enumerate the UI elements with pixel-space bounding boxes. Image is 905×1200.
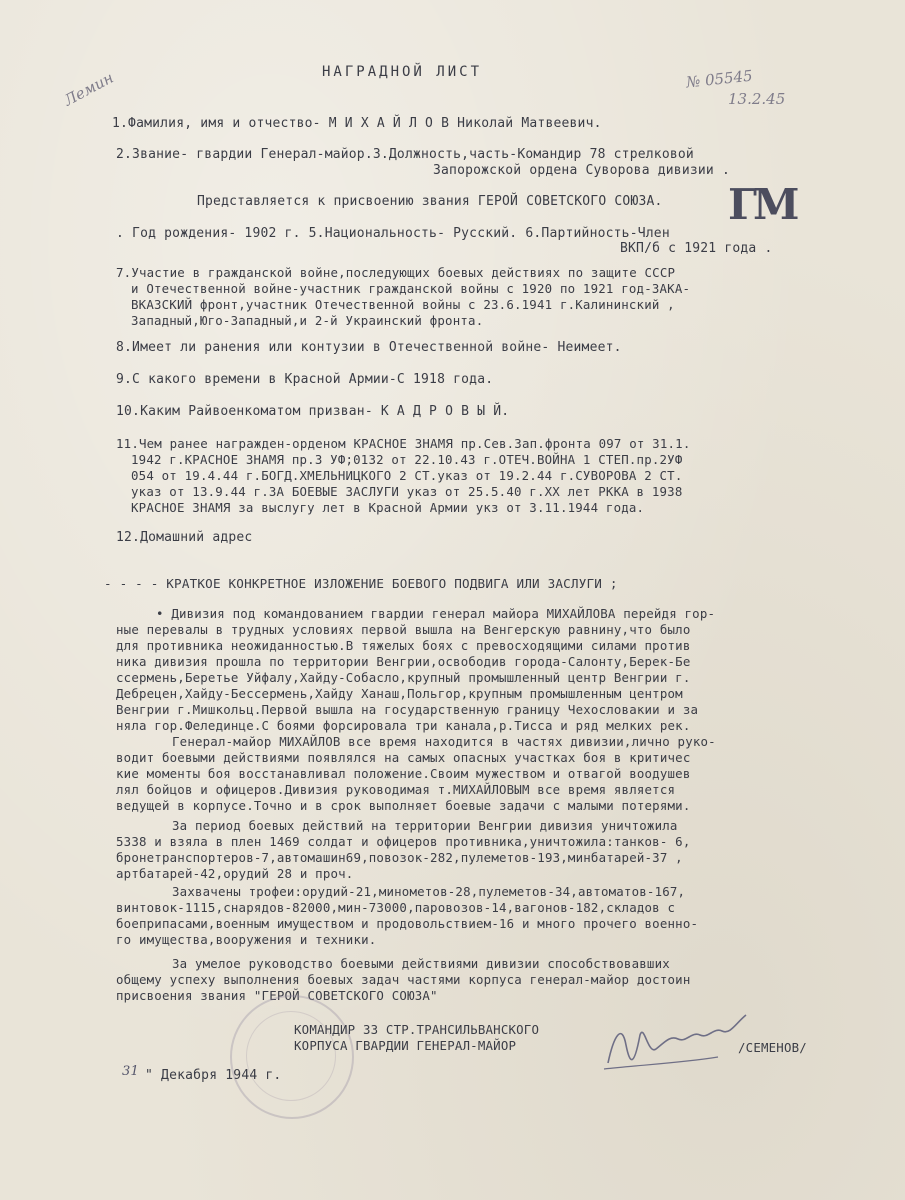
body-line: ные перевалы в трудных условиях первой вышла на Венгерскую равнину,что было [116,622,691,637]
body-line: присвоения звания "ГЕРОЙ СОВЕТСКОГО СОЮЗА" [116,988,438,1003]
registration-date: 13.2.45 [728,90,786,108]
body-line: кие моменты боя восстанавливал положение.Своим мужеством и отвагой воодушев [116,766,691,781]
line-rank-position: 2.Звание- гвардии Генерал-майор.3.Должность,часть-Командир 78 стрелковой [116,147,694,162]
line-birth-nationality: . Год рождения- 1902 г. 5.Национальность- Русский. 6.Партийность-Член [116,226,670,241]
body-line: водит боевыми действиями появлялся на самых опасных участках боя в критичес [116,750,691,765]
body-line: для противника неожиданностью.В тяжелых боях с превосходящими силами против [116,638,691,653]
page-title: НАГРАДНОЙ ЛИСТ [322,64,483,80]
gm-handwritten-mark: ГМ [728,180,796,229]
line-name: 1.Фамилия, имя и отчество- М И Х А Й Л О В Николай Матвеевич. [112,116,602,131]
line-awards-4: указ от 13.9.44 г.ЗА БОЕВЫЕ ЗАСЛУГИ указ от 25.5.40 г.XX лет РККА в 1938 [131,484,683,499]
body-line: ведущей в корпусе.Точно и в срок выполняет боевые задачи с малыми потерями. [116,798,691,813]
line-party: ВКП/б с 1921 года . [620,241,773,256]
line-awards-3: 054 от 19.4.44 г.БОГД.ХМЕЛЬНИЦКОГО 2 СТ.указ от 19.2.44 г.СУВОРОВА 2 СТ. [131,468,683,483]
body-line: винтовок-1115,снарядов-82000,мин-73000,паровозов-14,вагонов-182,складов с [116,900,676,915]
round-seal-stamp [230,995,354,1119]
body-line: бронетранспортеров-7,автомашин69,повозок-282,пулеметов-193,минбатарей-37 , [116,850,683,865]
body-line: лял бойцов и офицеров.Дивизия руководимая т.МИХАЙЛОВЫМ все время является [116,782,676,797]
body-line: общему успеху выполнения боевых задач частями корпуса генерал-майор достоин [116,972,691,987]
section-title: - - - - КРАТКОЕ КОНКРЕТНОЕ ИЗЛОЖЕНИЕ БОЕВОГО ПОДВИГА ИЛИ ЗАСЛУГИ ; [104,576,618,591]
body-line: го имущества,вооружения и техники. [116,932,377,947]
body-line: артбатарей-42,орудий 28 и проч. [116,866,354,881]
signatory-title-2: КОРПУСА ГВАРДИИ ГЕНЕРАЛ-МАЙОР [294,1038,517,1053]
body-line: Дебрецен,Хайду-Бессермень,Хайду Ханаш,Польгор,крупным промышленным центром [116,686,683,701]
date-text: " Декабря 1944 г. [145,1068,282,1083]
signatory-title-1: КОМАНДИР 33 СТР.ТРАНСИЛЬВАНСКОГО [294,1022,540,1037]
date-day: 31 [122,1064,139,1079]
signatory-name: /СЕМЕНОВ/ [738,1040,807,1055]
line-division: Запорожской ордена Суворова дивизии . [433,163,730,178]
line-participation-1: 7.Участие в гражданской войне,последующих боевых действиях по защите СССР [116,265,676,280]
body-line: боеприпасами,военным имуществом и продовольствием-16 и много прочего военно- [116,916,699,931]
line-service-since: 9.С какого времени в Красной Армии-С 1918 года. [116,372,494,387]
body-line: 5338 и взяла в плен 1469 солдат и офицеров противника,уничтожила:танков- 6, [116,834,691,849]
line-awards-2: 1942 г.КРАСНОЕ ЗНАМЯ пр.3 УФ;0132 от 22.10.43 г.ОТЕЧ.ВОЙНА 1 СТЕП.пр.2УФ [131,452,683,467]
line-awards-1: 11.Чем ранее награжден-орденом КРАСНОЕ ЗНАМЯ пр.Сев.Зап.фронта 097 от 31.1. [116,436,691,451]
body-line: За период боевых действий на территории Венгрии дивизия уничтожила [172,818,678,833]
registration-number: № 05545 [685,66,754,92]
body-line: Генерал-майор МИХАЙЛОВ все время находится в частях дивизии,лично руко- [172,734,716,749]
line-participation-4: Западный,Юго-Западный,и 2-й Украинский фронта. [131,313,484,328]
body-line: Захвачены трофеи:орудий-21,минометов-28,пулеметов-34,автоматов-167, [172,884,686,899]
body-line: ника дивизия прошла по территории Венгрии,освободив города-Салонту,Берек-Бе [116,654,691,669]
line-participation-2: и Отечественной войне-участник гражданской войны с 1920 по 1921 год-ЗАКА- [131,281,691,296]
body-line: • Дивизия под командованием гвардии генерал майора МИХАЙЛОВА перейдя гор- [156,606,716,621]
line-conscription: 10.Каким Райвоенкоматом призван- К А Д Р О В Ы Й. [116,404,510,419]
handwritten-signature [600,1005,750,1080]
line-awards-5: КРАСНОЕ ЗНАМЯ за выслугу лет в Красной Армии укз от 3.11.1944 года. [131,500,645,515]
line-home-address: 12.Домашний адрес [116,530,253,545]
line-wounds: 8.Имеет ли ранения или контузии в Отечественной войне- Неимеет. [116,340,622,355]
body-line: Венгрии г.Мишкольц.Первой вышла на государственную границу Чехословакии и за [116,702,699,717]
line-participation-3: ВКАЗСКИЙ фронт,участник Отечественной войны с 23.6.1941 г.Калининский , [131,297,675,312]
body-line: За умелое руководство боевыми действиями дивизии способствовавших [172,956,670,971]
body-line: няла гор.Фелединце.С боями форсировала три канала,р.Тисса и ряд мелких рек. [116,718,691,733]
body-line: ссермень,Беретье Уйфалу,Хайду-Собасло,крупный промышленный центр Венгрии г. [116,670,691,685]
corner-handwritten-note: Лемин [60,68,117,110]
line-nomination: Представляется к присвоению звания ГЕРОЙ СОВЕТСКОГО СОЮЗА. [197,194,663,209]
